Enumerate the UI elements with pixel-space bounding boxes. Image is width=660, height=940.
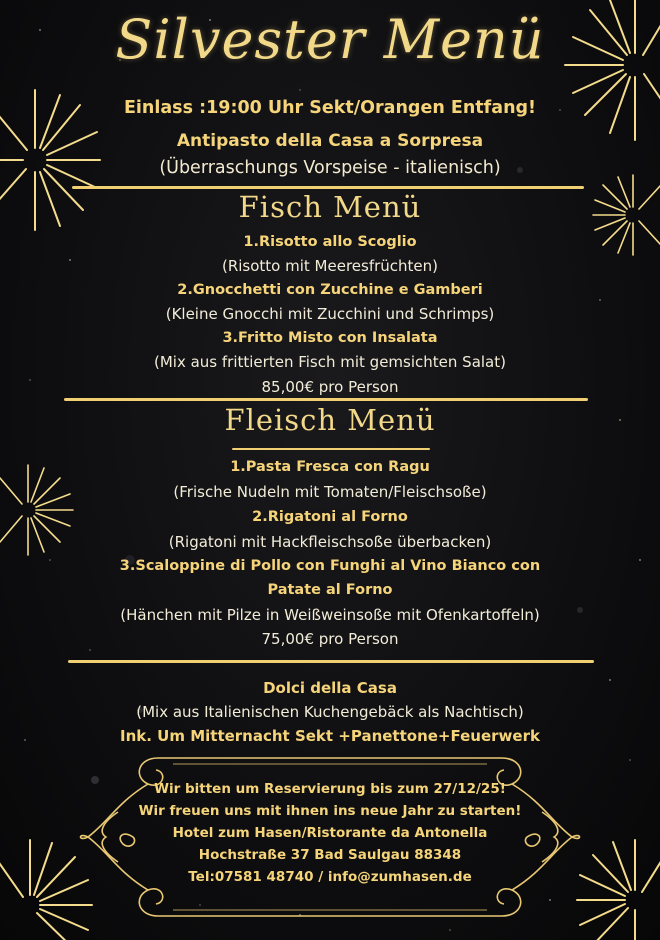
fleisch-heading: Fleisch Menü: [224, 403, 436, 437]
dolci-name: Dolci della Casa: [263, 679, 397, 697]
heading-underline: [232, 448, 430, 450]
antipasto-desc: (Überraschungs Vorspeise - italienisch): [159, 158, 501, 178]
fisch-dish-2-desc: (Kleine Gnocchi mit Zucchini und Schrimps): [165, 305, 495, 323]
divider: [64, 398, 588, 401]
dolci-extra: Ink. Um Mitternacht Sekt +Panettone+Feuerwerk: [120, 727, 540, 745]
antipasto-name: Antipasto della Casa a Sorpresa: [176, 131, 484, 151]
page-title: Silvester Menü: [115, 8, 545, 71]
fleisch-dish-3: 3.Scaloppine di Pollo con Funghi al Vino Bianco con: [119, 558, 541, 574]
info-venue: Hotel zum Hasen/Ristorante da Antonella: [172, 825, 488, 841]
info-greeting: Wir freuen uns mit ihnen ins neue Jahr zu starten!: [138, 803, 522, 819]
fleisch-price: 75,00€ pro Person: [261, 630, 399, 648]
fleisch-dish-3-desc: (Hänchen mit Pilze in Weißweinsoße mit Ofenkartoffeln): [120, 606, 540, 624]
info-address: Hochstraße 37 Bad Saulgau 88348: [198, 847, 462, 863]
fleisch-dish-2: 2.Rigatoni al Forno: [252, 509, 408, 525]
fisch-price: 85,00€ pro Person: [261, 378, 399, 396]
fleisch-dish-1-desc: (Frische Nudeln mit Tomaten/Fleischsoße): [173, 483, 487, 501]
fisch-dish-1-desc: (Risotto mit Meeresfrüchten): [221, 257, 439, 275]
info-reservation: Wir bitten um Reservierung bis zum 27/12/25!: [154, 781, 506, 797]
fisch-dish-1: 1.Risotto allo Scoglio: [243, 234, 417, 250]
fleisch-dish-1: 1.Pasta Fresca con Ragu: [230, 459, 430, 475]
divider: [68, 660, 594, 663]
fleisch-dish-3-line2: Patate al Forno: [267, 582, 393, 598]
divider: [72, 186, 584, 189]
dolci-desc: (Mix aus Italienischen Kuchengebäck als Nachtisch): [136, 703, 524, 721]
fleisch-dish-2-desc: (Rigatoni mit Hackfleischsoße überbacken): [168, 533, 492, 551]
fisch-dish-3: 3.Fritto Misto con Insalata: [222, 330, 438, 346]
fisch-dish-2: 2.Gnocchetti con Zucchine e Gamberi: [177, 282, 483, 298]
info-contact: Tel:07581 48740 / info@zumhasen.de: [188, 869, 472, 885]
entry-line: Einlass :19:00 Uhr Sekt/Orangen Entfang!: [123, 98, 537, 118]
fisch-heading: Fisch Menü: [238, 190, 422, 224]
fisch-dish-3-desc: (Mix aus frittierten Fisch mit gemsichten Salat): [154, 353, 506, 371]
